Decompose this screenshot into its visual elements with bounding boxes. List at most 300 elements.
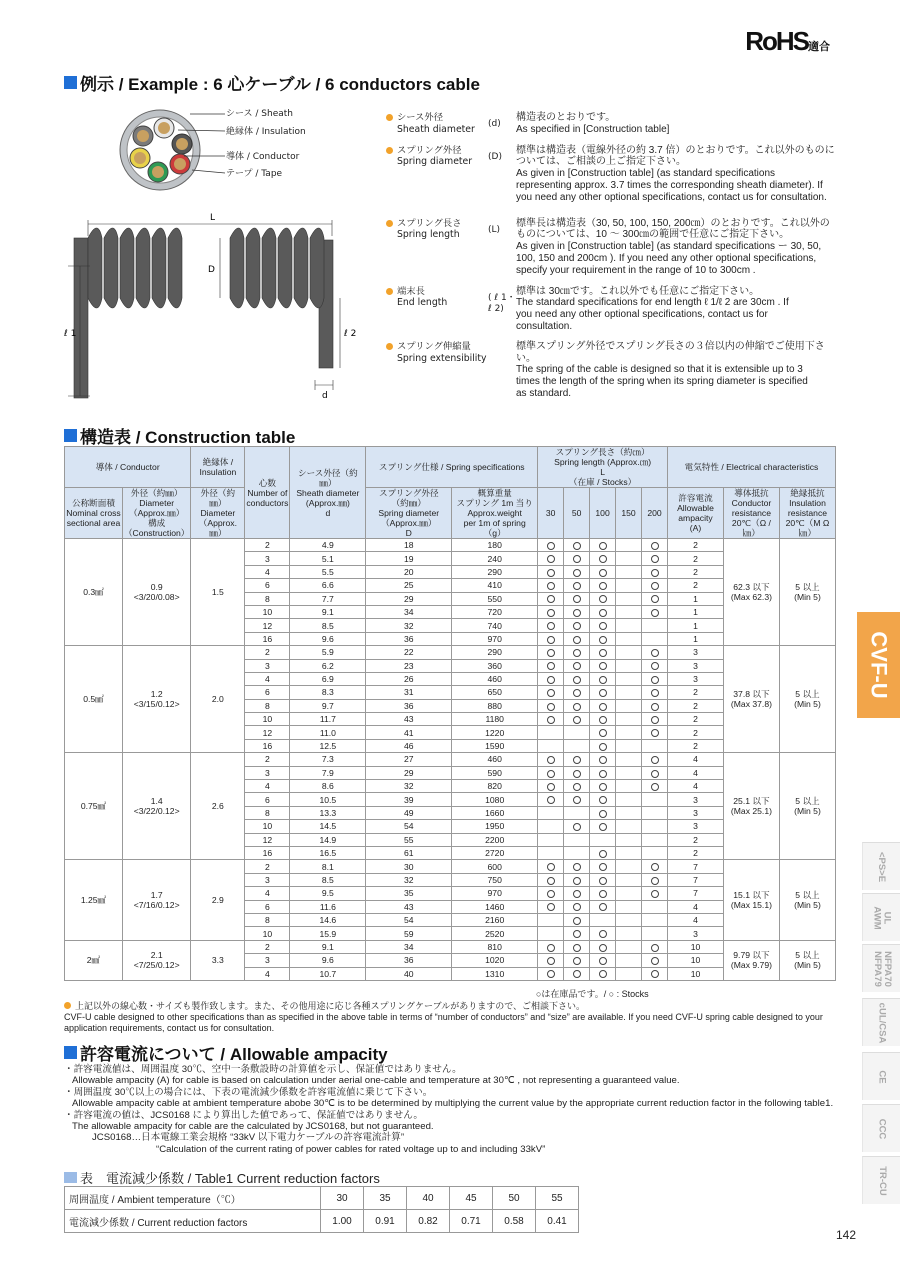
cell-stock bbox=[642, 579, 668, 592]
th-conductor: 導体 / Conductor bbox=[65, 447, 191, 488]
cell-stock bbox=[564, 552, 590, 565]
cell-spring-dia: 36 bbox=[366, 632, 452, 645]
cell-stock bbox=[616, 579, 642, 592]
stock-circle-icon bbox=[651, 957, 659, 965]
cell-area: 2㎟ bbox=[65, 940, 123, 980]
cell-spring-dia: 32 bbox=[366, 780, 452, 793]
stock-circle-icon bbox=[547, 796, 555, 804]
dim-l1-label: ℓ 1 bbox=[64, 329, 77, 339]
cell-stock bbox=[538, 726, 564, 739]
cell-ampacity: 1 bbox=[668, 605, 724, 618]
th-ins-res: 絶縁抵抗 Insulation resistance 20℃（M Ω㎞） bbox=[779, 488, 835, 539]
cell-stock bbox=[564, 726, 590, 739]
stock-circle-icon bbox=[651, 890, 659, 898]
cell-cores: 4 bbox=[245, 967, 290, 980]
spring-coil-icon bbox=[74, 228, 333, 398]
cell-weight: 1590 bbox=[452, 739, 538, 752]
stock-circle-icon bbox=[599, 796, 607, 804]
stock-circle-icon bbox=[651, 569, 659, 577]
cell-weight: 810 bbox=[452, 940, 538, 953]
cell-cores: 10 bbox=[245, 927, 290, 940]
cell-cores: 10 bbox=[245, 820, 290, 833]
table1-title: 表 電流減少係数 / Table1 Current reduction factors bbox=[64, 1168, 380, 1187]
cell-ampacity: 4 bbox=[668, 900, 724, 913]
cell-stock bbox=[642, 780, 668, 793]
stock-circle-icon bbox=[573, 676, 581, 684]
cell-cores: 3 bbox=[245, 954, 290, 967]
cell-area: 0.5㎟ bbox=[65, 646, 123, 753]
stock-circle-icon bbox=[573, 569, 581, 577]
stock-circle-icon bbox=[599, 716, 607, 724]
cell-sheath: 16.5 bbox=[290, 846, 366, 859]
cell-spring-dia: 40 bbox=[366, 967, 452, 980]
cell-cores: 10 bbox=[245, 605, 290, 618]
cell-stock bbox=[642, 632, 668, 645]
cell-stock bbox=[564, 659, 590, 672]
cell-spring-dia: 32 bbox=[366, 873, 452, 886]
cell-cond: 1.7 <7/16/0.12> bbox=[122, 860, 190, 940]
stock-circle-icon bbox=[651, 555, 659, 563]
cell-weight: 1460 bbox=[452, 900, 538, 913]
bullet-dot-icon bbox=[386, 288, 393, 295]
cell-weight: 180 bbox=[452, 539, 538, 552]
dim-l2-label: ℓ 2 bbox=[344, 329, 357, 339]
stock-circle-icon bbox=[547, 716, 555, 724]
cell-stock bbox=[616, 753, 642, 766]
spec-row bbox=[386, 286, 838, 333]
cell-ampacity: 10 bbox=[668, 967, 724, 980]
cell-ampacity: 4 bbox=[668, 766, 724, 779]
cell-cores: 2 bbox=[245, 860, 290, 873]
construction-table bbox=[64, 446, 836, 981]
cell-stock bbox=[564, 565, 590, 578]
cell-spring-dia: 43 bbox=[366, 900, 452, 913]
cell-weight: 2160 bbox=[452, 913, 538, 926]
cell-stock bbox=[564, 539, 590, 552]
cell-stock bbox=[538, 539, 564, 552]
stock-circle-icon bbox=[547, 622, 555, 630]
cell-spring-dia: 26 bbox=[366, 672, 452, 685]
cell-resistance: 62.3 以下 (Max 62.3) bbox=[723, 539, 779, 646]
side-tab[interactable]: TR-CU bbox=[862, 1156, 900, 1204]
cell-cores: 2 bbox=[245, 940, 290, 953]
cell-stock bbox=[590, 713, 616, 726]
stock-circle-icon bbox=[599, 970, 607, 978]
cell-stock bbox=[590, 579, 616, 592]
th-cores: 心数 Number of conductors bbox=[245, 447, 290, 539]
cell-sheath: 8.3 bbox=[290, 686, 366, 699]
cell-weight: 1180 bbox=[452, 713, 538, 726]
cell-ampacity: 3 bbox=[668, 672, 724, 685]
cell-stock bbox=[642, 592, 668, 605]
cell-cores: 16 bbox=[245, 632, 290, 645]
th-spring-dia: スプリング外径 （約㎜） Spring diameter （Approx.㎜） D bbox=[366, 488, 452, 539]
ampacity-text bbox=[64, 1064, 844, 1155]
side-tab[interactable]: CCC bbox=[862, 1104, 900, 1152]
stock-circle-icon bbox=[651, 970, 659, 978]
stock-circle-icon bbox=[573, 542, 581, 550]
cell-stock bbox=[538, 780, 564, 793]
cell-stock bbox=[616, 887, 642, 900]
cell-sheath: 9.6 bbox=[290, 632, 366, 645]
cell-ampacity: 10 bbox=[668, 954, 724, 967]
cell-cores: 6 bbox=[245, 686, 290, 699]
stock-circle-icon bbox=[573, 622, 581, 630]
stock-circle-icon bbox=[573, 689, 581, 697]
side-tab[interactable]: CE bbox=[862, 1052, 900, 1100]
cell-stock bbox=[642, 539, 668, 552]
cell-spring-dia: 41 bbox=[366, 726, 452, 739]
cell-stock bbox=[616, 672, 642, 685]
cell-stock bbox=[590, 605, 616, 618]
side-tab[interactable]: UL AWM bbox=[862, 893, 900, 941]
cell-stock bbox=[616, 967, 642, 980]
temp-label: 周囲温度 / Ambient temperature（℃） bbox=[65, 1187, 321, 1210]
cell-spring-dia: 29 bbox=[366, 592, 452, 605]
cell-sheath: 14.9 bbox=[290, 833, 366, 846]
cell-stock bbox=[538, 846, 564, 859]
stock-circle-icon bbox=[599, 569, 607, 577]
construction-note: 上記以外の線心数・サイズも製作致します。また、その他用途に応じ各種スプリングケーブルがありますので、ご相談下さい。 CVF-U cable designed to other specifications than as specified in the above table in terms of “number of conductors” and “size” are available. If you need CVF-U spring cable designed to your application requirements, contact us for consultation. bbox=[64, 1001, 823, 1033]
stock-circle-icon bbox=[573, 636, 581, 644]
cell-stock bbox=[564, 833, 590, 846]
cell-stock bbox=[616, 739, 642, 752]
stock-circle-icon bbox=[651, 689, 659, 697]
cell-stock bbox=[590, 686, 616, 699]
cell-stock bbox=[616, 806, 642, 819]
stock-circle-icon bbox=[573, 917, 581, 925]
stock-circle-icon bbox=[599, 850, 607, 858]
cell-stock bbox=[642, 713, 668, 726]
cell-ampacity: 7 bbox=[668, 873, 724, 886]
stock-circle-icon bbox=[573, 703, 581, 711]
cell-stock bbox=[564, 806, 590, 819]
cell-stock bbox=[538, 592, 564, 605]
side-tab[interactable]: <PS>E bbox=[862, 842, 900, 890]
th-len-200: 200 bbox=[642, 488, 668, 539]
cell-stock bbox=[642, 552, 668, 565]
factor-row: 電流減少係数 / Current reduction factors 1.00 0.91 0.82 0.71 0.58 0.41 bbox=[65, 1210, 579, 1233]
cell-stock bbox=[538, 766, 564, 779]
cell-stock bbox=[564, 820, 590, 833]
cell-stock bbox=[564, 672, 590, 685]
cell-weight: 2200 bbox=[452, 833, 538, 846]
cell-sheath: 11.7 bbox=[290, 713, 366, 726]
cell-stock bbox=[642, 793, 668, 806]
ampacity-line: The allowable ampacity for cable are the calculated by JCS0168, but not guaranteed. bbox=[72, 1121, 434, 1133]
cell-spring-dia: 19 bbox=[366, 552, 452, 565]
cell-stock bbox=[590, 967, 616, 980]
cell-spring-dia: 36 bbox=[366, 699, 452, 712]
stock-circle-icon bbox=[547, 569, 555, 577]
cell-spring-dia: 22 bbox=[366, 646, 452, 659]
cell-stock bbox=[590, 659, 616, 672]
cell-stock bbox=[564, 605, 590, 618]
dim-d-label: D bbox=[208, 265, 215, 275]
spec-label-jp: スプリング伸縮量 bbox=[397, 340, 471, 352]
ampacity-line: ・許容電流の値は、JCS0168 により算出した値であって、保証値ではありません。 bbox=[64, 1109, 424, 1121]
cell-resistance: 9.79 以下 (Max 9.79) bbox=[723, 940, 779, 980]
cell-stock bbox=[538, 913, 564, 926]
cell-cores: 2 bbox=[245, 646, 290, 659]
cell-ampacity: 4 bbox=[668, 780, 724, 793]
cell-sheath: 9.6 bbox=[290, 954, 366, 967]
stock-circle-icon bbox=[599, 783, 607, 791]
cell-stock bbox=[538, 887, 564, 900]
cell-stock bbox=[538, 659, 564, 672]
cell-sheath: 10.7 bbox=[290, 967, 366, 980]
cell-stock bbox=[642, 860, 668, 873]
cell-stock bbox=[616, 780, 642, 793]
cell-cond: 0.9 <3/20/0.08> bbox=[122, 539, 190, 646]
cell-stock bbox=[616, 592, 642, 605]
stock-circle-icon bbox=[573, 770, 581, 778]
cell-stock bbox=[590, 753, 616, 766]
cell-stock bbox=[616, 726, 642, 739]
stock-circle-icon bbox=[547, 770, 555, 778]
cell-sheath: 14.5 bbox=[290, 820, 366, 833]
cell-stock bbox=[538, 793, 564, 806]
tab-cvf-u[interactable]: CVF-U bbox=[857, 612, 900, 718]
cell-stock bbox=[590, 900, 616, 913]
cell-spring-dia: 32 bbox=[366, 619, 452, 632]
th-cond-dia: 外径（約㎜） Diameter （Approx.㎜） 構成 （Construction） bbox=[123, 488, 190, 538]
cell-stock bbox=[538, 686, 564, 699]
spec-symbol: (D) bbox=[488, 151, 502, 162]
stock-circle-icon bbox=[573, 863, 581, 871]
cell-stock bbox=[590, 539, 616, 552]
cell-weight: 1220 bbox=[452, 726, 538, 739]
cell-stock bbox=[538, 927, 564, 940]
cell-cores: 16 bbox=[245, 846, 290, 859]
cell-stock bbox=[564, 873, 590, 886]
cell-stock bbox=[538, 833, 564, 846]
cell-weight: 650 bbox=[452, 686, 538, 699]
cell-stock bbox=[590, 954, 616, 967]
stock-circle-icon bbox=[651, 729, 659, 737]
cell-stock bbox=[642, 833, 668, 846]
temp-row: 周囲温度 / Ambient temperature（℃） 30 35 40 45 50 55 bbox=[65, 1187, 579, 1210]
cell-cores: 8 bbox=[245, 913, 290, 926]
cell-stock bbox=[564, 780, 590, 793]
cell-stock bbox=[538, 820, 564, 833]
stock-circle-icon bbox=[573, 555, 581, 563]
cell-stock bbox=[564, 646, 590, 659]
stock-circle-icon bbox=[599, 877, 607, 885]
cell-weight: 1660 bbox=[452, 806, 538, 819]
cell-stock bbox=[642, 846, 668, 859]
stock-circle-icon bbox=[547, 609, 555, 617]
stock-circle-icon bbox=[599, 622, 607, 630]
stock-circle-icon bbox=[547, 649, 555, 657]
cell-stock bbox=[564, 954, 590, 967]
cell-stock bbox=[590, 820, 616, 833]
stock-circle-icon bbox=[599, 649, 607, 657]
spec-description: 標準スプリング外径でスプリング長さの３倍以内の伸縮でご使用下さい。 The spring of the cable is designed so that it is extensible up to 3 times the length of the spring when its spring diameter is specified as standard. bbox=[516, 340, 825, 399]
side-tab[interactable]: NFPA70 NFPA79 bbox=[862, 944, 900, 992]
cell-stock bbox=[616, 713, 642, 726]
spec-label-en: Spring diameter bbox=[397, 156, 473, 168]
cell-ampacity: 2 bbox=[668, 539, 724, 552]
stock-note: ○は在庫品です。/ ○ : Stocks bbox=[536, 989, 649, 999]
cell-stock bbox=[590, 860, 616, 873]
cell-stock bbox=[564, 887, 590, 900]
cell-stock bbox=[616, 860, 642, 873]
cell-weight: 970 bbox=[452, 632, 538, 645]
bullet-dot-icon bbox=[386, 220, 393, 227]
cell-spring-dia: 36 bbox=[366, 954, 452, 967]
cell-stock bbox=[616, 873, 642, 886]
stock-circle-icon bbox=[599, 676, 607, 684]
cell-sheath: 11.0 bbox=[290, 726, 366, 739]
cell-weight: 970 bbox=[452, 887, 538, 900]
cell-stock bbox=[642, 619, 668, 632]
cell-ampacity: 2 bbox=[668, 579, 724, 592]
cell-ins: 1.5 bbox=[191, 539, 245, 646]
cell-ampacity: 2 bbox=[668, 552, 724, 565]
cell-weight: 550 bbox=[452, 592, 538, 605]
cell-stock bbox=[564, 579, 590, 592]
cell-resistance: 37.8 以下 (Max 37.8) bbox=[723, 646, 779, 753]
ampacity-line: ・許容電流値は、周囲温度 30℃、空中一条敷設時の計算値を示し、保証値ではありません。 bbox=[64, 1064, 462, 1075]
cell-stock bbox=[616, 646, 642, 659]
side-tab[interactable]: cUL/CSA bbox=[862, 998, 900, 1046]
stock-circle-icon bbox=[547, 944, 555, 952]
stock-circle-icon bbox=[547, 662, 555, 670]
stock-circle-icon bbox=[547, 970, 555, 978]
stock-circle-icon bbox=[573, 930, 581, 938]
cross-section-icon bbox=[120, 110, 225, 190]
cell-ins-res: 5 以上 (Min 5) bbox=[779, 646, 835, 753]
cell-ins-res: 5 以上 (Min 5) bbox=[779, 539, 835, 646]
cell-stock bbox=[590, 552, 616, 565]
ampacity-line: ・周囲温度 30℃以上の場合には、下表の電流減少係数を許容電流値に乗じて下さい。 bbox=[64, 1086, 433, 1098]
stock-circle-icon bbox=[651, 770, 659, 778]
ampacity-title: 許容電流について / Allowable ampacity bbox=[64, 1040, 388, 1065]
stock-circle-icon bbox=[599, 729, 607, 737]
cell-ampacity: 10 bbox=[668, 940, 724, 953]
reduction-factor-table bbox=[64, 1186, 579, 1233]
cell-stock bbox=[538, 967, 564, 980]
cell-stock bbox=[564, 900, 590, 913]
cell-weight: 460 bbox=[452, 672, 538, 685]
cell-ampacity: 1 bbox=[668, 592, 724, 605]
stock-circle-icon bbox=[573, 756, 581, 764]
cell-stock bbox=[538, 579, 564, 592]
cell-weight: 1950 bbox=[452, 820, 538, 833]
cell-stock bbox=[538, 954, 564, 967]
cell-sheath: 5.9 bbox=[290, 646, 366, 659]
cell-ins: 2.6 bbox=[191, 753, 245, 860]
cell-stock bbox=[642, 699, 668, 712]
spec-label-jp: シース外径 bbox=[397, 112, 444, 123]
stock-circle-icon bbox=[573, 582, 581, 590]
cell-stock bbox=[590, 940, 616, 953]
stock-circle-icon bbox=[599, 770, 607, 778]
stock-circle-icon bbox=[573, 783, 581, 791]
cell-stock bbox=[538, 806, 564, 819]
cell-sheath: 15.9 bbox=[290, 927, 366, 940]
cell-cores: 6 bbox=[245, 793, 290, 806]
cell-ampacity: 2 bbox=[668, 846, 724, 859]
cell-weight: 880 bbox=[452, 699, 538, 712]
cell-sheath: 7.3 bbox=[290, 753, 366, 766]
stock-circle-icon bbox=[651, 582, 659, 590]
cell-spring-dia: 20 bbox=[366, 565, 452, 578]
cell-cond: 1.4 <3/22/0.12> bbox=[122, 753, 190, 860]
cell-weight: 240 bbox=[452, 552, 538, 565]
ampacity-line: Allowable ampacity (A) for cable is based on calculation under aerial one-cable and temperature at 30℃ , not representing a guaranteed value. bbox=[72, 1075, 680, 1087]
cell-weight: 1080 bbox=[452, 793, 538, 806]
cell-spring-dia: 23 bbox=[366, 659, 452, 672]
cell-stock bbox=[564, 632, 590, 645]
cell-resistance: 15.1 以下 (Max 15.1) bbox=[723, 860, 779, 940]
cell-stock bbox=[564, 713, 590, 726]
stock-circle-icon bbox=[651, 716, 659, 724]
cell-sheath: 12.5 bbox=[290, 739, 366, 752]
stock-circle-icon bbox=[651, 863, 659, 871]
stock-circle-icon bbox=[599, 930, 607, 938]
cell-spring-dia: 18 bbox=[366, 539, 452, 552]
stock-circle-icon bbox=[599, 595, 607, 603]
cell-stock bbox=[590, 672, 616, 685]
cell-cores: 4 bbox=[245, 565, 290, 578]
cell-spring-dia: 59 bbox=[366, 927, 452, 940]
cell-ampacity: 1 bbox=[668, 632, 724, 645]
cell-stock bbox=[564, 860, 590, 873]
cell-weight: 1020 bbox=[452, 954, 538, 967]
cell-spring-dia: 34 bbox=[366, 940, 452, 953]
cell-ins-res: 5 以上 (Min 5) bbox=[779, 860, 835, 940]
cell-ampacity: 3 bbox=[668, 646, 724, 659]
cell-cores: 12 bbox=[245, 726, 290, 739]
cell-spring-dia: 54 bbox=[366, 820, 452, 833]
cell-ampacity: 3 bbox=[668, 927, 724, 940]
bullet-dot-icon bbox=[386, 147, 393, 154]
stock-circle-icon bbox=[547, 555, 555, 563]
cell-sheath: 6.2 bbox=[290, 659, 366, 672]
cell-stock bbox=[538, 860, 564, 873]
cell-stock bbox=[616, 565, 642, 578]
cell-stock bbox=[642, 913, 668, 926]
stock-circle-icon bbox=[547, 756, 555, 764]
cell-cores: 8 bbox=[245, 699, 290, 712]
cell-spring-dia: 43 bbox=[366, 713, 452, 726]
stock-circle-icon bbox=[599, 903, 607, 911]
bullet-dot-icon bbox=[386, 114, 393, 121]
stock-circle-icon bbox=[573, 903, 581, 911]
cell-stock bbox=[642, 739, 668, 752]
stock-circle-icon bbox=[573, 970, 581, 978]
cell-stock bbox=[538, 713, 564, 726]
th-spring-spec: スプリング仕様 / Spring specifications bbox=[366, 447, 538, 488]
th-len-150: 150 bbox=[616, 488, 642, 539]
cell-sheath: 4.9 bbox=[290, 539, 366, 552]
stock-circle-icon bbox=[573, 957, 581, 965]
stock-circle-icon bbox=[573, 796, 581, 804]
cell-spring-dia: 30 bbox=[366, 860, 452, 873]
cell-stock bbox=[642, 565, 668, 578]
cell-stock bbox=[538, 940, 564, 953]
cell-stock bbox=[564, 940, 590, 953]
cell-spring-dia: 35 bbox=[366, 887, 452, 900]
cell-weight: 590 bbox=[452, 766, 538, 779]
cell-stock bbox=[616, 793, 642, 806]
cell-stock bbox=[616, 632, 642, 645]
stock-circle-icon bbox=[547, 595, 555, 603]
stock-circle-icon bbox=[547, 542, 555, 550]
cell-weight: 720 bbox=[452, 605, 538, 618]
